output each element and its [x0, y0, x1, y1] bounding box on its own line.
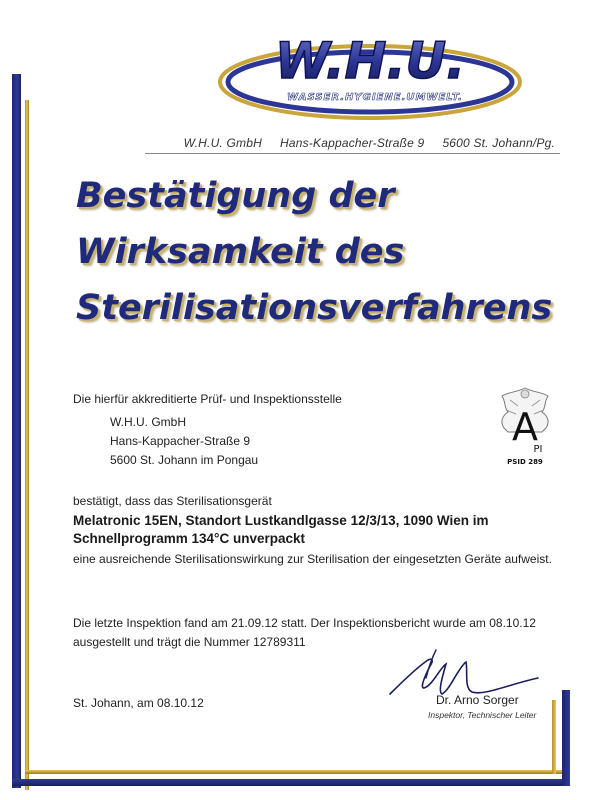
address-line-3: 5600 St. Johann im Pongau: [110, 453, 259, 467]
device-description: [73, 512, 489, 548]
title-line-1: Bestätigung der: [76, 176, 395, 216]
device-line-1: Melatronic 15EN, Standort Lustkandlgasse 12/3/13, 1090 Wien im: [73, 513, 489, 528]
address-line-1: W.H.U. GmbH: [110, 415, 187, 429]
border-bottom-gold: [25, 770, 570, 774]
seal-letter: A: [512, 405, 538, 449]
accreditation-seal: [488, 382, 562, 466]
title-line-2: Wirksamkeit des: [76, 232, 405, 272]
header-address: [145, 136, 555, 150]
border-right-navy: [562, 690, 570, 786]
device-line-2: Schnellprogramm 134°C unverpackt: [73, 531, 305, 546]
border-left-navy: [12, 74, 21, 788]
inspection-text: [73, 614, 563, 652]
signatory-role: Inspektor, Technischer Leiter: [428, 710, 537, 720]
whu-logo: [210, 20, 530, 130]
address-line-2: Hans-Kappacher-Straße 9: [110, 434, 251, 448]
header-divider: [145, 153, 560, 154]
seal-id: PSID 289: [507, 458, 543, 466]
title-line-3: Sterilisationsverfahrens: [76, 288, 553, 328]
logo-tagline: WASSER.HYGIENE.UMWELT.: [287, 92, 463, 103]
document-title: [76, 168, 576, 336]
intro-text: Die hierfür akkreditierte Prüf- und Inspektionsstelle: [73, 392, 342, 406]
signatory-name: Dr. Arno Sorger: [436, 693, 519, 707]
header-company: W.H.U. GmbH: [183, 136, 262, 150]
inspection-line-1: Die letzte Inspektion fand am 21.09.12 statt. Der Inspektionsbericht wurde am 08.10.12: [73, 616, 536, 630]
border-right-gold: [552, 700, 556, 774]
border-bottom-navy: [12, 779, 570, 786]
header-city: 5600 St. Johann/Pg.: [442, 136, 555, 150]
inspection-body-address: [110, 413, 258, 470]
header-street: Hans-Kappacher-Straße 9: [279, 136, 425, 150]
confirm-text: bestätigt, dass das Sterilisationsgerät: [73, 494, 272, 508]
seal-sub: PI: [533, 444, 543, 455]
inspection-line-2: ausgestellt und trägt die Nummer 12789311: [73, 635, 306, 649]
place-date: St. Johann, am 08.10.12: [73, 696, 204, 710]
effect-text: eine ausreichende Sterilisationswirkung zur Sterilisation der eingesetzten Geräte aufweist.: [73, 552, 552, 566]
border-left-gold: [25, 100, 29, 790]
logo-wordmark: W.H.U.: [274, 32, 466, 90]
